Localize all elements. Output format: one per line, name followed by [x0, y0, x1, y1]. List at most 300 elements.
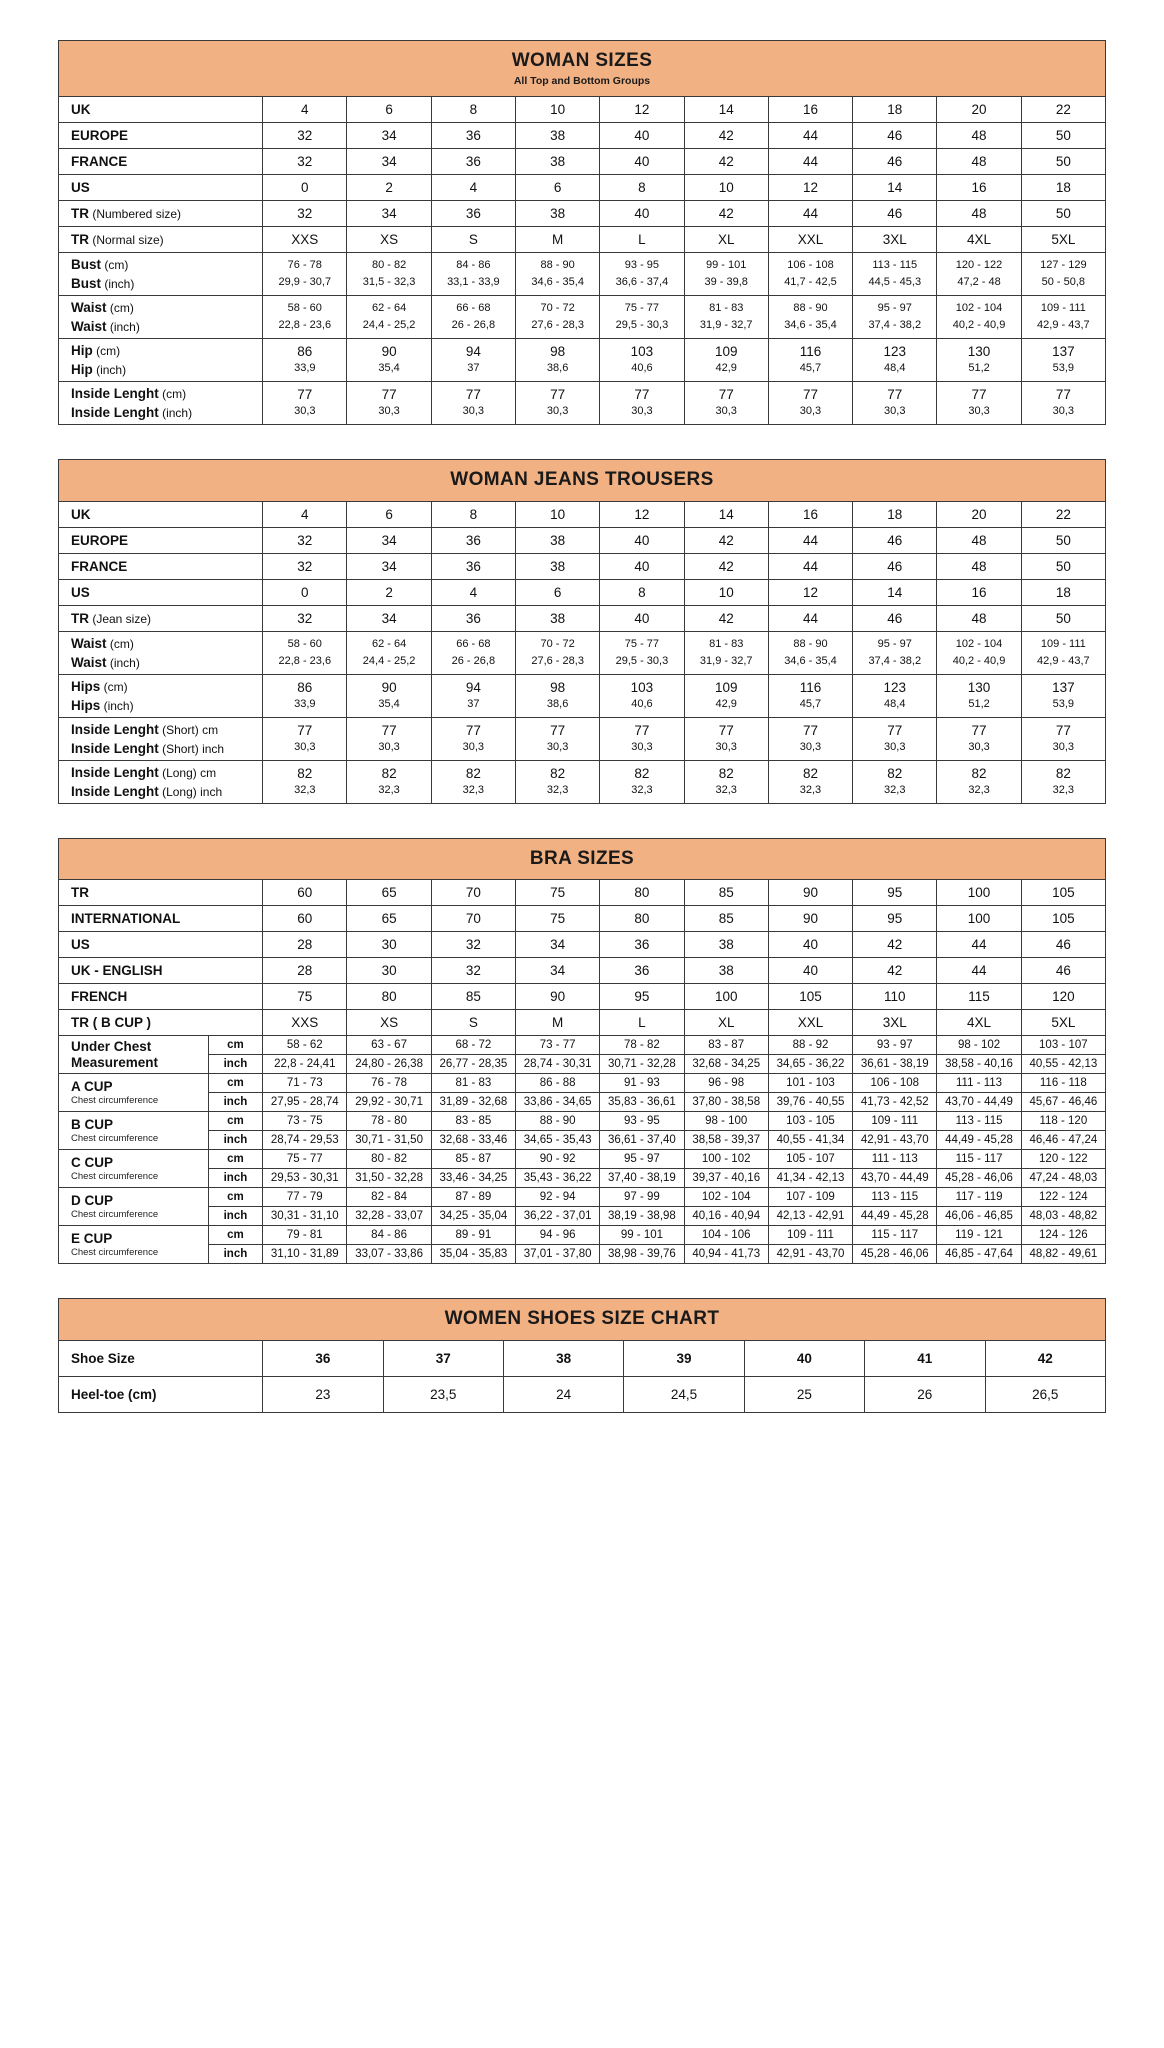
cell-value: 4	[431, 174, 515, 200]
cell-value: 31,10 - 31,89	[263, 1245, 347, 1264]
cell-value: 24,4 - 25,2	[347, 317, 431, 339]
cell-value: 40	[600, 200, 684, 226]
row-label	[59, 527, 263, 553]
cell-value: 30,3	[1021, 739, 1105, 761]
cell-value: 12	[768, 174, 852, 200]
cell-value: 28	[263, 932, 347, 958]
table-row	[59, 226, 1106, 252]
cell-value: 123	[853, 338, 937, 360]
cell-value: 51,2	[937, 696, 1021, 718]
cell-value: 42	[684, 148, 768, 174]
cell-value: 32,3	[600, 782, 684, 804]
table-row	[59, 760, 1106, 782]
cup-row-cm	[59, 1074, 1106, 1093]
cell-value: 109 - 111	[1021, 295, 1105, 317]
cell-value: 85	[684, 880, 768, 906]
table-row	[59, 958, 1106, 984]
title-row	[59, 41, 1106, 97]
cell-value: 70 - 72	[516, 631, 600, 653]
cell-value: 30,3	[937, 739, 1021, 761]
cell-value: 84 - 86	[431, 252, 515, 274]
cell-value: 58 - 60	[263, 631, 347, 653]
cell-value: 2	[347, 174, 431, 200]
cell-value: 34	[516, 958, 600, 984]
cell-value: 4	[263, 501, 347, 527]
cell-value: 22	[1021, 96, 1105, 122]
cell-value: 44,5 - 45,3	[853, 274, 937, 296]
cell-value: 4XL	[937, 1010, 1021, 1036]
cell-value: 44	[937, 958, 1021, 984]
cell-value: 32,3	[263, 782, 347, 804]
cell-value: 24,5	[624, 1377, 744, 1413]
cell-value: 75	[516, 880, 600, 906]
cell-value: 123	[853, 674, 937, 696]
cell-value: 34,6 - 35,4	[768, 653, 852, 675]
cell-value: 68 - 72	[431, 1036, 515, 1055]
row-label-unit: (inch)	[100, 698, 134, 713]
cell-value: 77	[431, 381, 515, 403]
cell-value: M	[516, 1010, 600, 1036]
row-label-text: Hips	[71, 697, 101, 713]
cell-value: 77	[516, 717, 600, 739]
cell-value: 48,82 - 49,61	[1021, 1245, 1105, 1264]
cell-value: 37	[431, 696, 515, 718]
row-label	[59, 653, 263, 675]
title-cell	[59, 459, 1106, 501]
row-label	[59, 674, 263, 696]
row-label	[59, 906, 263, 932]
cell-value: 38,19 - 38,98	[600, 1207, 684, 1226]
cell-value: XL	[684, 226, 768, 252]
cell-value: 44	[768, 148, 852, 174]
cell-value: 50	[1021, 553, 1105, 579]
cell-value: 10	[516, 501, 600, 527]
cell-value: 58 - 62	[263, 1036, 347, 1055]
cell-value: 94 - 96	[516, 1226, 600, 1245]
cell-value: 16	[937, 579, 1021, 605]
cell-value: 42,9 - 43,7	[1021, 653, 1105, 675]
cell-value: 82	[263, 760, 347, 782]
cell-value: 99 - 101	[600, 1226, 684, 1245]
cell-value: 33,9	[263, 360, 347, 382]
cup-row-cm	[59, 1150, 1106, 1169]
cell-value: 30,3	[516, 739, 600, 761]
row-label-unit: (Short) inch	[158, 741, 225, 756]
cell-value: 137	[1021, 338, 1105, 360]
cell-value: 104 - 106	[684, 1226, 768, 1245]
cell-value: 40	[600, 122, 684, 148]
row-label-text: FRANCE	[71, 558, 128, 574]
cell-value: 40,6	[600, 360, 684, 382]
cell-value: 75	[263, 984, 347, 1010]
cell-value: 45,28 - 46,06	[937, 1169, 1021, 1188]
cell-value: 42,9	[684, 360, 768, 382]
cell-value: XS	[347, 1010, 431, 1036]
cell-value: 48,03 - 48,82	[1021, 1207, 1105, 1226]
cell-value: 30,71 - 32,28	[600, 1055, 684, 1074]
cell-value: 32	[263, 553, 347, 579]
cell-value: 106 - 108	[853, 1074, 937, 1093]
table-row	[59, 605, 1106, 631]
cell-value: 30,3	[600, 403, 684, 425]
cup-group-sublabel: Chest circumference	[71, 1132, 159, 1144]
cell-value: 102 - 104	[684, 1188, 768, 1207]
cell-value: 36	[431, 148, 515, 174]
cell-value: 29,9 - 30,7	[263, 274, 347, 296]
cell-value: 82	[768, 760, 852, 782]
shoes-title-cell	[59, 1299, 1106, 1341]
cell-value: 26 - 26,8	[431, 317, 515, 339]
cell-value: 60	[263, 880, 347, 906]
cell-value: 80 - 82	[347, 252, 431, 274]
cell-value: S	[431, 1010, 515, 1036]
cell-value: 81 - 83	[431, 1074, 515, 1093]
cell-value: 65	[347, 906, 431, 932]
cell-value: 113 - 115	[853, 252, 937, 274]
cell-value: 77	[853, 381, 937, 403]
cell-value: 4	[263, 96, 347, 122]
cell-value: 30,3	[768, 739, 852, 761]
row-label-text: EUROPE	[71, 127, 129, 143]
cell-value: 75 - 77	[600, 295, 684, 317]
cell-value: 80	[600, 880, 684, 906]
cell-value: 77	[684, 381, 768, 403]
cell-value: 37	[431, 360, 515, 382]
row-label-text: Inside Lenght	[71, 721, 159, 737]
cell-value: 46,46 - 47,24	[1021, 1131, 1105, 1150]
cell-value: 8	[431, 96, 515, 122]
cup-row-cm	[59, 1226, 1106, 1245]
cell-value: 48	[937, 553, 1021, 579]
cell-value: 32	[263, 527, 347, 553]
cell-value: 38,6	[516, 360, 600, 382]
cell-value: 115 - 117	[853, 1226, 937, 1245]
cell-value: 32,28 - 33,07	[347, 1207, 431, 1226]
cell-value: 22,8 - 23,6	[263, 317, 347, 339]
cell-value: 32,68 - 33,46	[431, 1131, 515, 1150]
bra-sizes-table	[58, 838, 1106, 1265]
cell-value: 77	[937, 381, 1021, 403]
cell-value: 4XL	[937, 226, 1021, 252]
row-label-text: US	[71, 179, 90, 195]
cell-value: 35,04 - 35,83	[431, 1245, 515, 1264]
cell-value: 26	[865, 1377, 985, 1413]
cell-value: 53,9	[1021, 360, 1105, 382]
cell-value: 38	[516, 122, 600, 148]
cell-value: XXS	[263, 1010, 347, 1036]
table-row	[59, 252, 1106, 274]
cell-value: 33,86 - 34,65	[516, 1093, 600, 1112]
cell-value: 113 - 115	[853, 1188, 937, 1207]
cup-group-label	[59, 1036, 209, 1074]
cell-value: 30,3	[684, 739, 768, 761]
row-label	[59, 782, 263, 804]
title-row	[59, 459, 1106, 501]
row-label	[59, 739, 263, 761]
cell-value: 34	[347, 148, 431, 174]
table-row	[59, 984, 1106, 1010]
cell-value: 93 - 97	[853, 1036, 937, 1055]
cell-value: 46	[853, 148, 937, 174]
cell-value: 77 - 79	[263, 1188, 347, 1207]
cell-value: 82	[684, 760, 768, 782]
cup-group-label	[59, 1112, 209, 1150]
bra-title-cell	[59, 838, 1106, 880]
row-label-text: Bust	[71, 256, 101, 272]
row-label	[59, 501, 263, 527]
cell-value: 30,3	[263, 739, 347, 761]
table-row	[59, 96, 1106, 122]
cell-value: 105	[768, 984, 852, 1010]
cell-value: 77	[1021, 717, 1105, 739]
cell-value: 65	[347, 880, 431, 906]
cell-value: 98	[516, 674, 600, 696]
cell-value: 8	[600, 579, 684, 605]
cell-value: 31,89 - 32,68	[431, 1093, 515, 1112]
cell-value: 77	[853, 717, 937, 739]
cell-value: 3XL	[853, 226, 937, 252]
row-label-text: Hip	[71, 342, 93, 358]
cell-value: 109	[684, 674, 768, 696]
cell-value: 35,4	[347, 696, 431, 718]
cell-value: 44	[937, 932, 1021, 958]
row-label-text: TR ( B CUP )	[71, 1015, 151, 1031]
row-label-unit: (cm)	[100, 679, 128, 694]
cell-value: 40,6	[600, 696, 684, 718]
cell-value: 88 - 90	[768, 631, 852, 653]
row-label-text: INTERNATIONAL	[71, 911, 181, 927]
cup-row-inch	[59, 1055, 1106, 1074]
cup-unit-inch: inch	[208, 1245, 262, 1264]
row-label	[59, 381, 263, 403]
table-row	[59, 653, 1106, 675]
cell-value: 97 - 99	[600, 1188, 684, 1207]
cell-value: 30,3	[431, 403, 515, 425]
cell-value: 88 - 92	[768, 1036, 852, 1055]
cell-value: 75 - 77	[600, 631, 684, 653]
shoe-rows	[59, 1341, 1106, 1413]
cell-value: 6	[347, 96, 431, 122]
cell-value: 30,71 - 31,50	[347, 1131, 431, 1150]
cell-value: 44,49 - 45,28	[937, 1131, 1021, 1150]
cell-value: 40,16 - 40,94	[684, 1207, 768, 1226]
cell-value: 105 - 107	[768, 1150, 852, 1169]
cell-value: 45,67 - 46,46	[1021, 1093, 1105, 1112]
cell-value: 38	[516, 527, 600, 553]
row-label-unit: (cm)	[106, 300, 134, 315]
cell-value: 34	[516, 932, 600, 958]
cell-value: 30,3	[347, 403, 431, 425]
cell-value: 36	[431, 553, 515, 579]
cup-unit-inch: inch	[208, 1169, 262, 1188]
cell-value: 118 - 120	[1021, 1112, 1105, 1131]
row-label	[59, 274, 263, 296]
cell-value: 12	[768, 579, 852, 605]
cell-value: 40,55 - 42,13	[1021, 1055, 1105, 1074]
table-row	[59, 932, 1106, 958]
cell-value: 78 - 80	[347, 1112, 431, 1131]
cell-value: 3XL	[853, 1010, 937, 1036]
cell-value: 100 - 102	[684, 1150, 768, 1169]
cell-value: 130	[937, 338, 1021, 360]
cell-value: 37,40 - 38,19	[600, 1169, 684, 1188]
cell-value: 18	[1021, 174, 1105, 200]
table-row	[59, 674, 1106, 696]
cell-value: 94	[431, 338, 515, 360]
cup-row-inch	[59, 1245, 1106, 1264]
cell-value: 42	[985, 1341, 1105, 1377]
table-row	[59, 631, 1106, 653]
cell-value: 27,6 - 28,3	[516, 317, 600, 339]
row-label	[59, 717, 263, 739]
cell-value: 95	[853, 906, 937, 932]
row-label	[59, 174, 263, 200]
cell-value: 53,9	[1021, 696, 1105, 718]
cell-value: 16	[768, 96, 852, 122]
cell-value: 32	[431, 958, 515, 984]
cell-value: 85 - 87	[431, 1150, 515, 1169]
cell-value: 105	[1021, 880, 1105, 906]
cell-value: 46	[853, 553, 937, 579]
cell-value: 34	[347, 200, 431, 226]
cell-value: 16	[768, 501, 852, 527]
cell-value: 111 - 113	[853, 1150, 937, 1169]
row-label-unit: (inch)	[92, 362, 127, 377]
table-row	[59, 274, 1106, 296]
cell-value: XXS	[263, 226, 347, 252]
cell-value: 22	[1021, 501, 1105, 527]
cell-value: 81 - 83	[684, 295, 768, 317]
cell-value: 48,4	[853, 696, 937, 718]
cell-value: 82	[937, 760, 1021, 782]
cell-value: 33,07 - 33,86	[347, 1245, 431, 1264]
cell-value: 32	[263, 200, 347, 226]
cell-value: 30	[347, 932, 431, 958]
table-row	[59, 381, 1106, 403]
row-label-text: Inside Lenght	[71, 740, 159, 756]
cell-value: 0	[263, 174, 347, 200]
cell-value: 48	[937, 148, 1021, 174]
cell-value: 50	[1021, 148, 1105, 174]
cell-value: 103 - 105	[768, 1112, 852, 1131]
cell-value: 87 - 89	[431, 1188, 515, 1207]
cell-value: 22,8 - 24,41	[263, 1055, 347, 1074]
cell-value: 38	[503, 1341, 623, 1377]
cell-value: 83 - 85	[431, 1112, 515, 1131]
row-label-text: US	[71, 584, 90, 600]
cell-value: 120	[1021, 984, 1105, 1010]
cell-value: 29,53 - 30,31	[263, 1169, 347, 1188]
woman-jeans-trousers-table	[58, 459, 1106, 804]
row-label	[59, 403, 263, 425]
table-row	[59, 906, 1106, 932]
bra-simple-rows	[59, 880, 1106, 1036]
cell-value: 24,4 - 25,2	[347, 653, 431, 675]
cell-value: 42	[684, 605, 768, 631]
cell-value: 36	[431, 605, 515, 631]
cell-value: 39,76 - 40,55	[768, 1093, 852, 1112]
cell-value: 5XL	[1021, 226, 1105, 252]
table-row	[59, 782, 1106, 804]
cell-value: 48,4	[853, 360, 937, 382]
cell-value: 2	[347, 579, 431, 605]
cell-value: 29,5 - 30,3	[600, 317, 684, 339]
cup-unit-cm: cm	[208, 1150, 262, 1169]
cell-value: 30,3	[768, 403, 852, 425]
cell-value: 77	[937, 717, 1021, 739]
row-label-unit: (cm)	[158, 386, 187, 401]
table-row	[59, 1010, 1106, 1036]
cell-value: 106 - 108	[768, 252, 852, 274]
cell-value: 42	[853, 932, 937, 958]
cell-value: 40	[744, 1341, 864, 1377]
row-label-unit: (Normal size)	[89, 232, 164, 247]
cell-value: 32	[263, 148, 347, 174]
cell-value: 46	[1021, 932, 1105, 958]
cell-value: 32	[431, 932, 515, 958]
row-label-text: Inside Lenght	[71, 764, 159, 780]
cell-value: 32,3	[768, 782, 852, 804]
cell-value: 83 - 87	[684, 1036, 768, 1055]
cell-value: 109 - 111	[1021, 631, 1105, 653]
cell-value: 48	[937, 122, 1021, 148]
cell-value: 79 - 81	[263, 1226, 347, 1245]
cell-value: 90	[347, 674, 431, 696]
cell-value: 73 - 77	[516, 1036, 600, 1055]
row-label-unit: (inch)	[101, 276, 135, 291]
cup-unit-cm: cm	[208, 1188, 262, 1207]
cell-value: 8	[600, 174, 684, 200]
cell-value: 46,85 - 47,64	[937, 1245, 1021, 1264]
cell-value: 18	[1021, 579, 1105, 605]
cell-value: 115	[937, 984, 1021, 1010]
cell-value: L	[600, 226, 684, 252]
row-label	[59, 200, 263, 226]
cell-value: 40,94 - 41,73	[684, 1245, 768, 1264]
cell-value: 42,91 - 43,70	[853, 1131, 937, 1150]
title-cell	[59, 41, 1106, 97]
cell-value: 44	[768, 200, 852, 226]
cup-row-inch	[59, 1169, 1106, 1188]
cell-value: 130	[937, 674, 1021, 696]
cell-value: 32,3	[684, 782, 768, 804]
row-label-text: UK - ENGLISH	[71, 963, 163, 979]
table-row	[59, 527, 1106, 553]
cell-value: 29,92 - 30,71	[347, 1093, 431, 1112]
cell-value: 34,6 - 35,4	[516, 274, 600, 296]
cell-value: 94	[431, 674, 515, 696]
cell-value: 103	[600, 674, 684, 696]
cell-value: 14	[853, 174, 937, 200]
cell-value: 35,83 - 36,61	[600, 1093, 684, 1112]
cell-value: 31,9 - 32,7	[684, 653, 768, 675]
shoes-title: WOMEN SHOES SIZE CHART	[444, 1308, 720, 1330]
cell-value: 32,3	[431, 782, 515, 804]
cell-value: 95 - 97	[853, 295, 937, 317]
cell-value: 46	[853, 605, 937, 631]
cell-value: 113 - 115	[937, 1112, 1021, 1131]
cell-value: 28	[263, 958, 347, 984]
cell-value: 32	[263, 122, 347, 148]
cell-value: 66 - 68	[431, 631, 515, 653]
cell-value: 39	[624, 1341, 744, 1377]
cell-value: 42,13 - 42,91	[768, 1207, 852, 1226]
cell-value: 103 - 107	[1021, 1036, 1105, 1055]
row-label-text: Waist	[71, 318, 107, 334]
cell-value: 42,9	[684, 696, 768, 718]
table-row	[59, 717, 1106, 739]
cell-value: 50	[1021, 605, 1105, 631]
